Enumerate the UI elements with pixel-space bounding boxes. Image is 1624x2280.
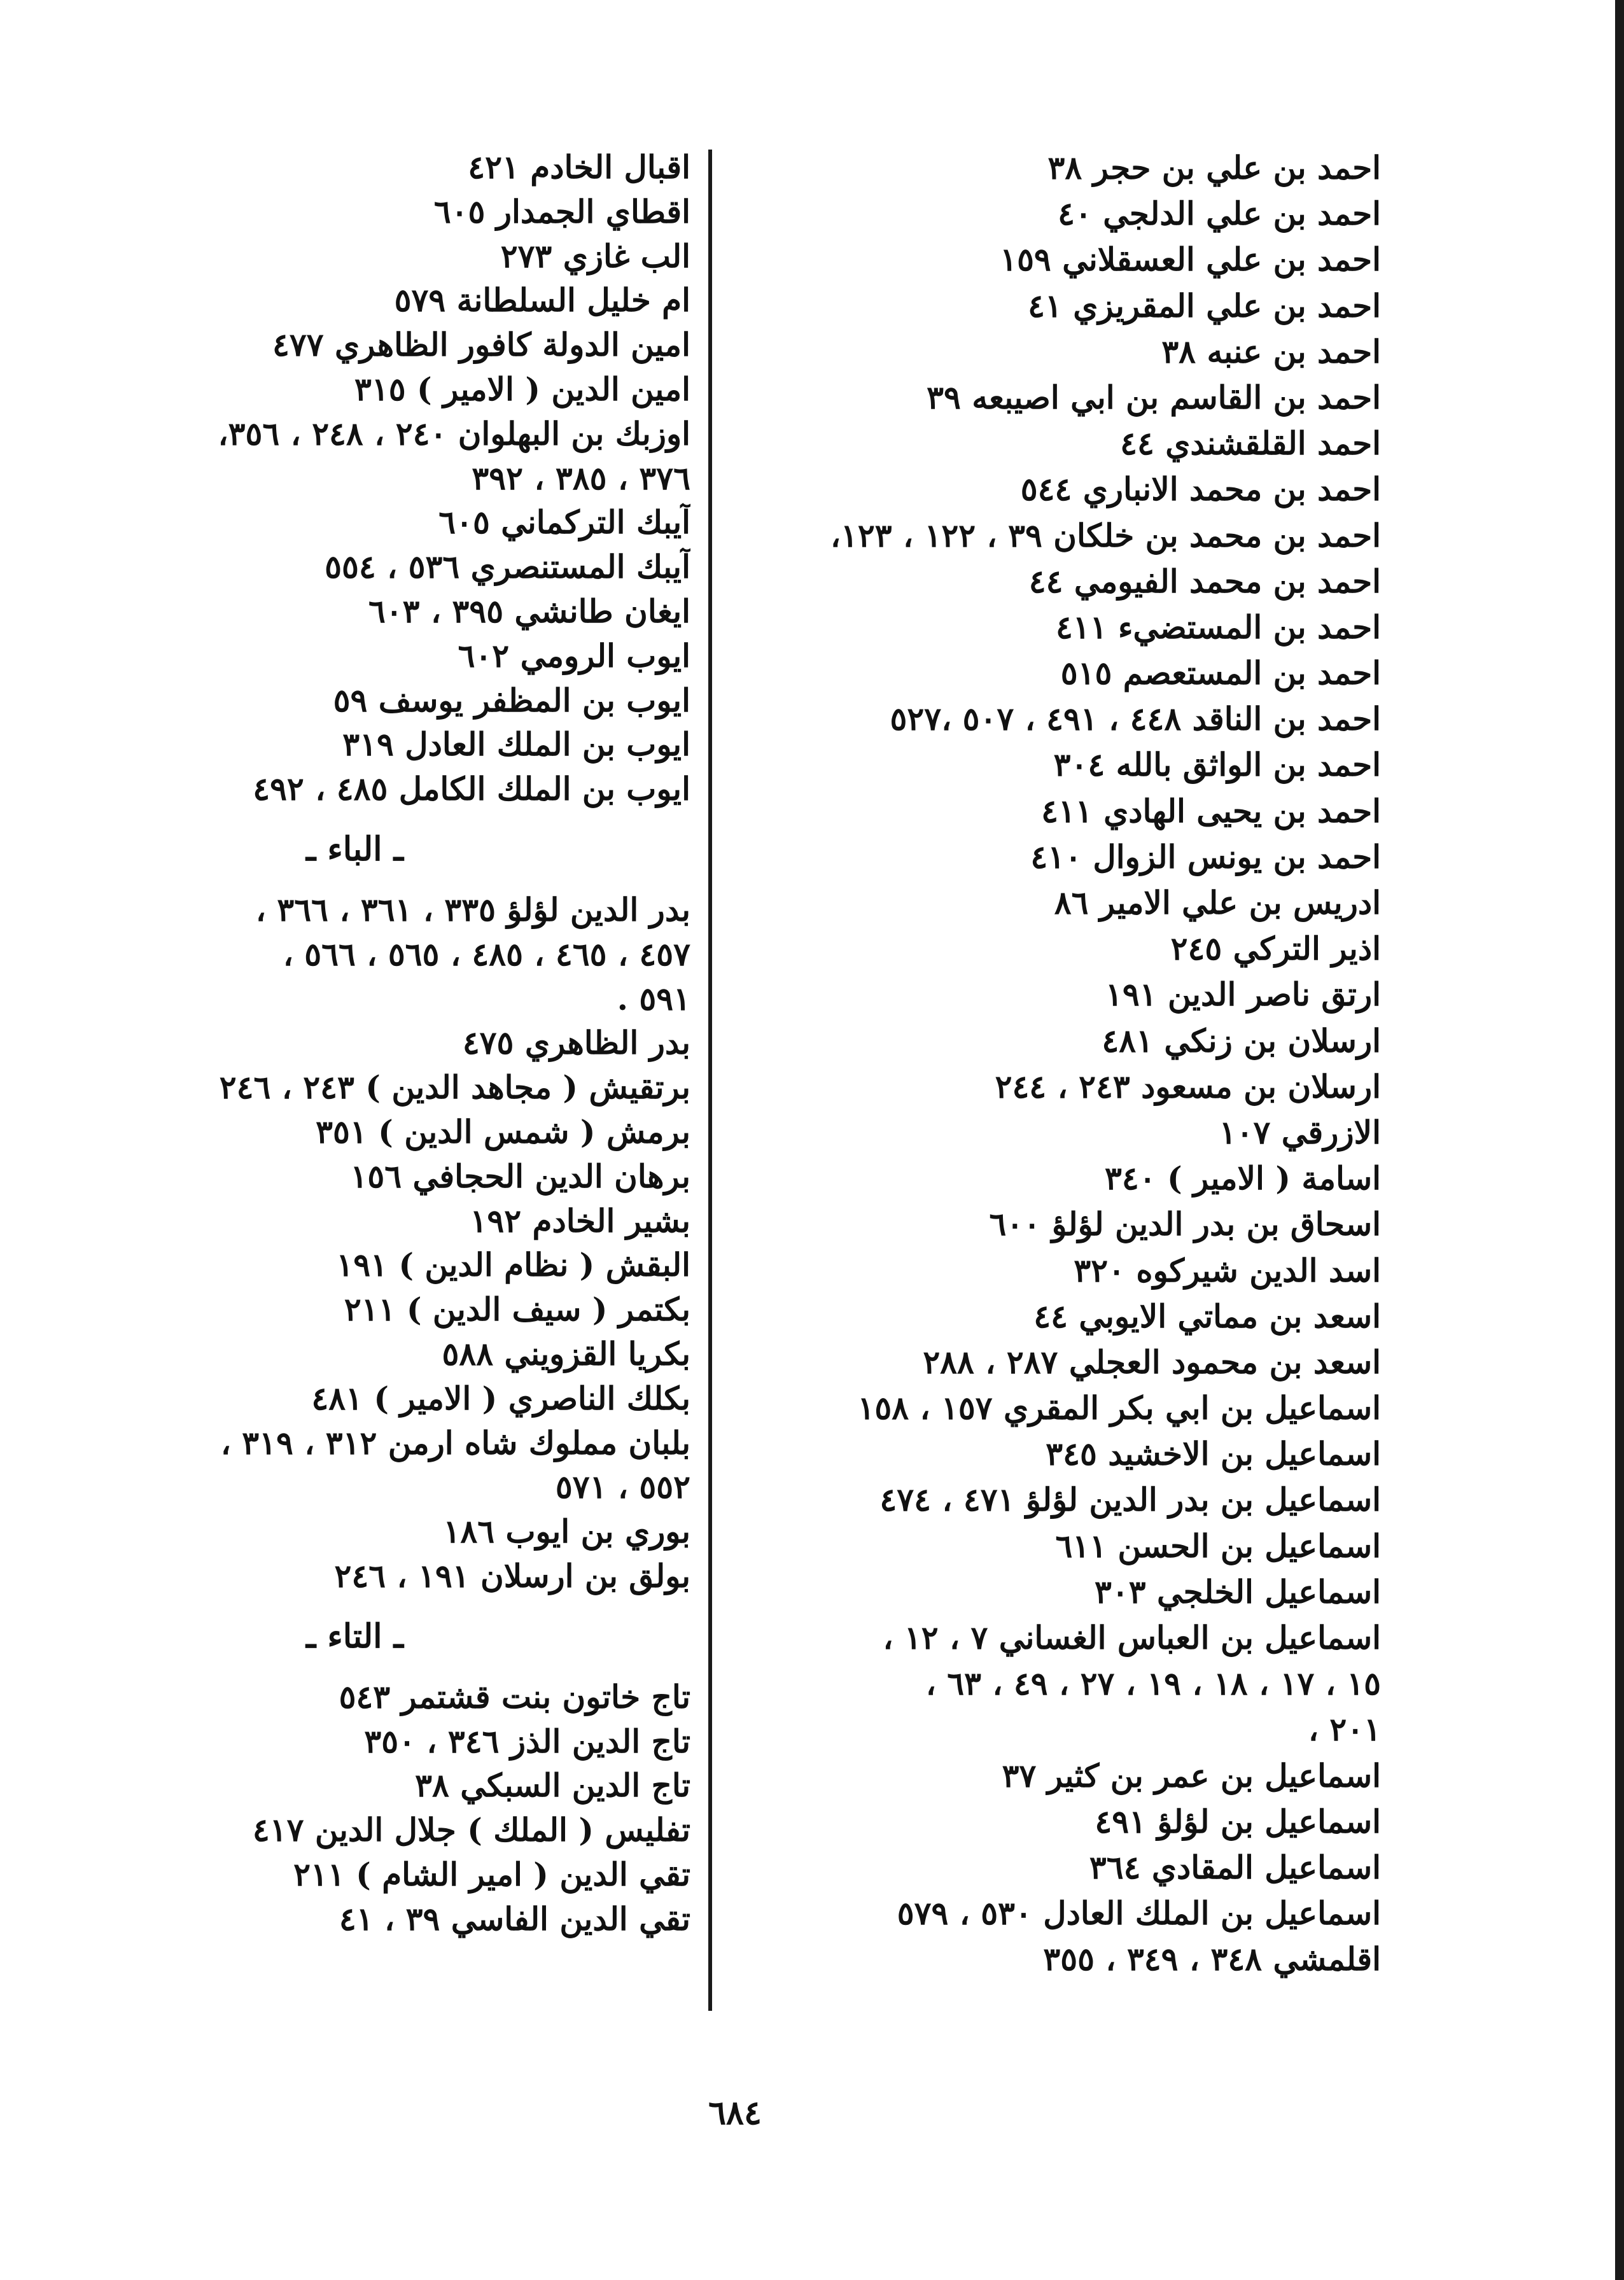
index-entry: احمد بن القاسم بن ابي اصيبعه ٣٩ (927, 378, 1381, 416)
index-entry: اسماعيل بن ابي بكر المقري ١٥٧ ، ١٥٨ (857, 1389, 1381, 1427)
index-entry: آيبك المستنصري ٥٣٦ ، ٥٥٤ (325, 548, 690, 586)
section-heading-ta: ـ التاء ـ (306, 1616, 403, 1656)
index-entry: احمد بن محمد بن خلكان ٣٩ ، ١٢٢ ، ١٢٣، (830, 516, 1381, 554)
index-entry: ايوب بن الملك العادل ٣١٩ (342, 725, 690, 764)
index-entry: اسماعيل بن عمر بن كثير ٣٧ (1002, 1756, 1381, 1794)
index-entry: احمد بن علي بن حجر ٣٨ (1047, 149, 1381, 186)
index-entry: اسماعيل بن الملك العادل ٥٣٠ ، ٥٧٩ (897, 1894, 1381, 1933)
index-entry: اوزبك بن البهلوان ٢٤٠ ، ٢٤٨ ، ٣٥٦، (218, 414, 690, 452)
index-entry: بلبان مملوك شاه ارمن ٣١٢ ، ٣١٩ ، (220, 1423, 690, 1462)
index-entry: برتقيش ( مجاهد الدين ) ٢٤٣ ، ٢٤٦ (219, 1068, 690, 1107)
index-entry: تاج الدين السبكي ٣٨ (415, 1766, 690, 1805)
index-entry: ايغان طانشي ٣٩٥ ، ٦٠٣ (368, 592, 690, 630)
index-entry: الب غازي ٢٧٣ (500, 237, 690, 275)
index-entry: بكلك الناصري ( الامير ) ٤٨١ (311, 1379, 690, 1417)
page-edge (1615, 0, 1624, 2280)
index-entry: اسماعيل بن لؤلؤ ٤٩١ (1095, 1802, 1381, 1840)
index-entry: ادريس بن علي الامير ٨٦ (1054, 884, 1381, 921)
index-entry: اقبال الخادم ٤٢١ (468, 148, 690, 186)
index-entry: اسماعيل المقادي ٣٦٤ (1089, 1848, 1381, 1886)
index-entry: ايوب بن الملك الكامل ٤٨٥ ، ٤٩٢ (253, 770, 690, 808)
index-entry: اسحاق بن بدر الدين لؤلؤ ٦٠٠ (989, 1205, 1381, 1243)
index-entry: احمد بن محمد الفيومي ٤٤ (1028, 562, 1381, 600)
index-entry: تقي الدين ( امير الشام ) ٢١١ (293, 1855, 690, 1893)
index-column-left (19, 145, 690, 1941)
index-entry: اسماعيل الخلجي ٣٠٣ (1094, 1572, 1381, 1611)
index-entry: بشير الخادم ١٩٢ (470, 1201, 690, 1240)
index-entry: اسامة ( الامير ) ٣٤٠ (1105, 1159, 1381, 1198)
index-entry: بولق بن ارسلان ١٩١ ، ٢٤٦ (334, 1556, 690, 1595)
index-entry: الازرقي ١٠٧ (1219, 1113, 1381, 1151)
section-heading-ba: ـ الباء ـ (306, 829, 403, 869)
index-entry: بكريا القزويني ٥٨٨ (442, 1334, 690, 1373)
index-entry-continuation: ٥٩١ . (617, 979, 690, 1018)
index-entry: احمد بن الناقد ٤٤٨ ، ٤٩١ ، ٥٠٧ ،٥٢٧ (890, 700, 1381, 738)
index-entry: احمد بن الواثق بالله ٣٠٤ (1053, 746, 1381, 784)
index-entry-continuation: ٢٠١ ، (1308, 1710, 1381, 1749)
index-entry: اسد الدين شيركوه ٣٢٠ (1074, 1251, 1381, 1289)
index-entry: برمش ( شمس الدين ) ٣٥١ (316, 1112, 690, 1150)
page-number: ٦٨٤ (708, 2094, 762, 2132)
index-entry-continuation: ١٥ ، ١٧ ، ١٨ ، ١٩ ، ٢٧ ، ٤٩ ، ٦٣ ، (925, 1665, 1381, 1703)
index-entry: اذير التركي ٢٤٥ (1170, 930, 1381, 968)
index-entry-continuation: ٤٥٧ ، ٤٦٥ ، ٤٨٥ ، ٥٦٥ ، ٥٦٦ ، (283, 935, 690, 973)
index-entry: اقطاي الجمدار ٦٠٥ (433, 192, 690, 230)
index-entry: ارتق ناصر الدين ١٩١ (1105, 976, 1381, 1014)
index-entry: البقش ( نظام الدين ) ١٩١ (336, 1246, 690, 1284)
index-column-right (725, 145, 1381, 1983)
index-entry: بكتمر ( سيف الدين ) ٢١١ (344, 1290, 690, 1329)
column-divider (708, 150, 712, 2011)
index-entry: امين الدين ( الامير ) ٣١٥ (354, 370, 690, 408)
index-entry: آيبك التركماني ٦٠٥ (438, 503, 690, 542)
index-entry: تاج الدين الذز ٣٤٦ ، ٣٥٠ (364, 1722, 690, 1760)
index-entry: اسعد بن مماتي الايوبي ٤٤ (1033, 1297, 1381, 1335)
index-entry: احمد القلقشندي ٤٤ (1120, 424, 1381, 463)
index-entry: احمد بن علي المقريزي ٤١ (1028, 286, 1381, 325)
index-entry: بدر الدين لؤلؤ ٣٣٥ ، ٣٦١ ، ٣٦٦ ، (255, 890, 690, 928)
index-entry: بدر الظاهري ٤٧٥ (462, 1024, 690, 1062)
index-entry-continuation: ٥٥٢ ، ٥٧١ (555, 1468, 690, 1506)
index-entry: احمد بن المستعصم ٥١٥ (1060, 654, 1381, 692)
index-entry-continuation: ٣٧٦ ، ٣٨٥ ، ٣٩٢ (472, 459, 690, 497)
index-entry: احمد بن عنبه ٣٨ (1161, 332, 1381, 370)
index-entry: اسماعيل بن العباس الغساني ٧ ، ١٢ ، (883, 1619, 1381, 1656)
index-entry: تفليس ( الملك ) جلال الدين ٤١٧ (252, 1811, 690, 1849)
index-entry: اسعد بن محمود العجلي ٢٨٧ ، ٢٨٨ (923, 1343, 1381, 1381)
index-entry: ايوب الرومي ٦٠٢ (458, 636, 690, 675)
index-entry: ارسلان بن مسعود ٢٤٣ ، ٢٤٤ (995, 1067, 1381, 1105)
index-entry: احمد بن يحيى الهادي ٤١١ (1041, 792, 1381, 830)
index-entry: احمد بن المستضيء ٤١١ (1056, 608, 1381, 646)
index-entry: احمد بن يونس الزوال ٤١٠ (1030, 837, 1381, 876)
index-entry: اسماعيل بن الاخشيد ٣٤٥ (1046, 1435, 1381, 1473)
index-entry: تقي الدين الفاسي ٣٩ ، ٤١ (339, 1899, 690, 1938)
index-entry: اسماعيل بن الحسن ٦١١ (1055, 1527, 1381, 1565)
index-entry: احمد بن علي العسقلاني ١٥٩ (1000, 241, 1381, 279)
index-entry: احمد بن محمد الانباري ٥٤٤ (1020, 470, 1381, 508)
index-entry: تاج خاتون بنت قشتمر ٥٤٣ (339, 1677, 690, 1716)
index-entry: ام خليل السلطانة ٥٧٩ (394, 281, 690, 319)
index-entry: اسماعيل بن بدر الدين لؤلؤ ٤٧١ ، ٤٧٤ (879, 1481, 1381, 1519)
index-entry: اقلمشي ٣٤٨ ، ٣٤٩ ، ٣٥٥ (1043, 1940, 1381, 1978)
index-entry: ارسلان بن زنكي ٤٨١ (1102, 1021, 1381, 1060)
index-entry: احمد بن علي الدلجي ٤٠ (1058, 195, 1381, 233)
index-entry: برهان الدين الحجافي ١٥٦ (350, 1157, 690, 1195)
index-entry: امين الدولة كافور الظاهري ٤٧٧ (272, 326, 690, 364)
index-entry: بوري بن ايوب ١٨٦ (443, 1513, 690, 1551)
index-entry: ايوب بن المظفر يوسف ٥٩ (333, 681, 690, 719)
